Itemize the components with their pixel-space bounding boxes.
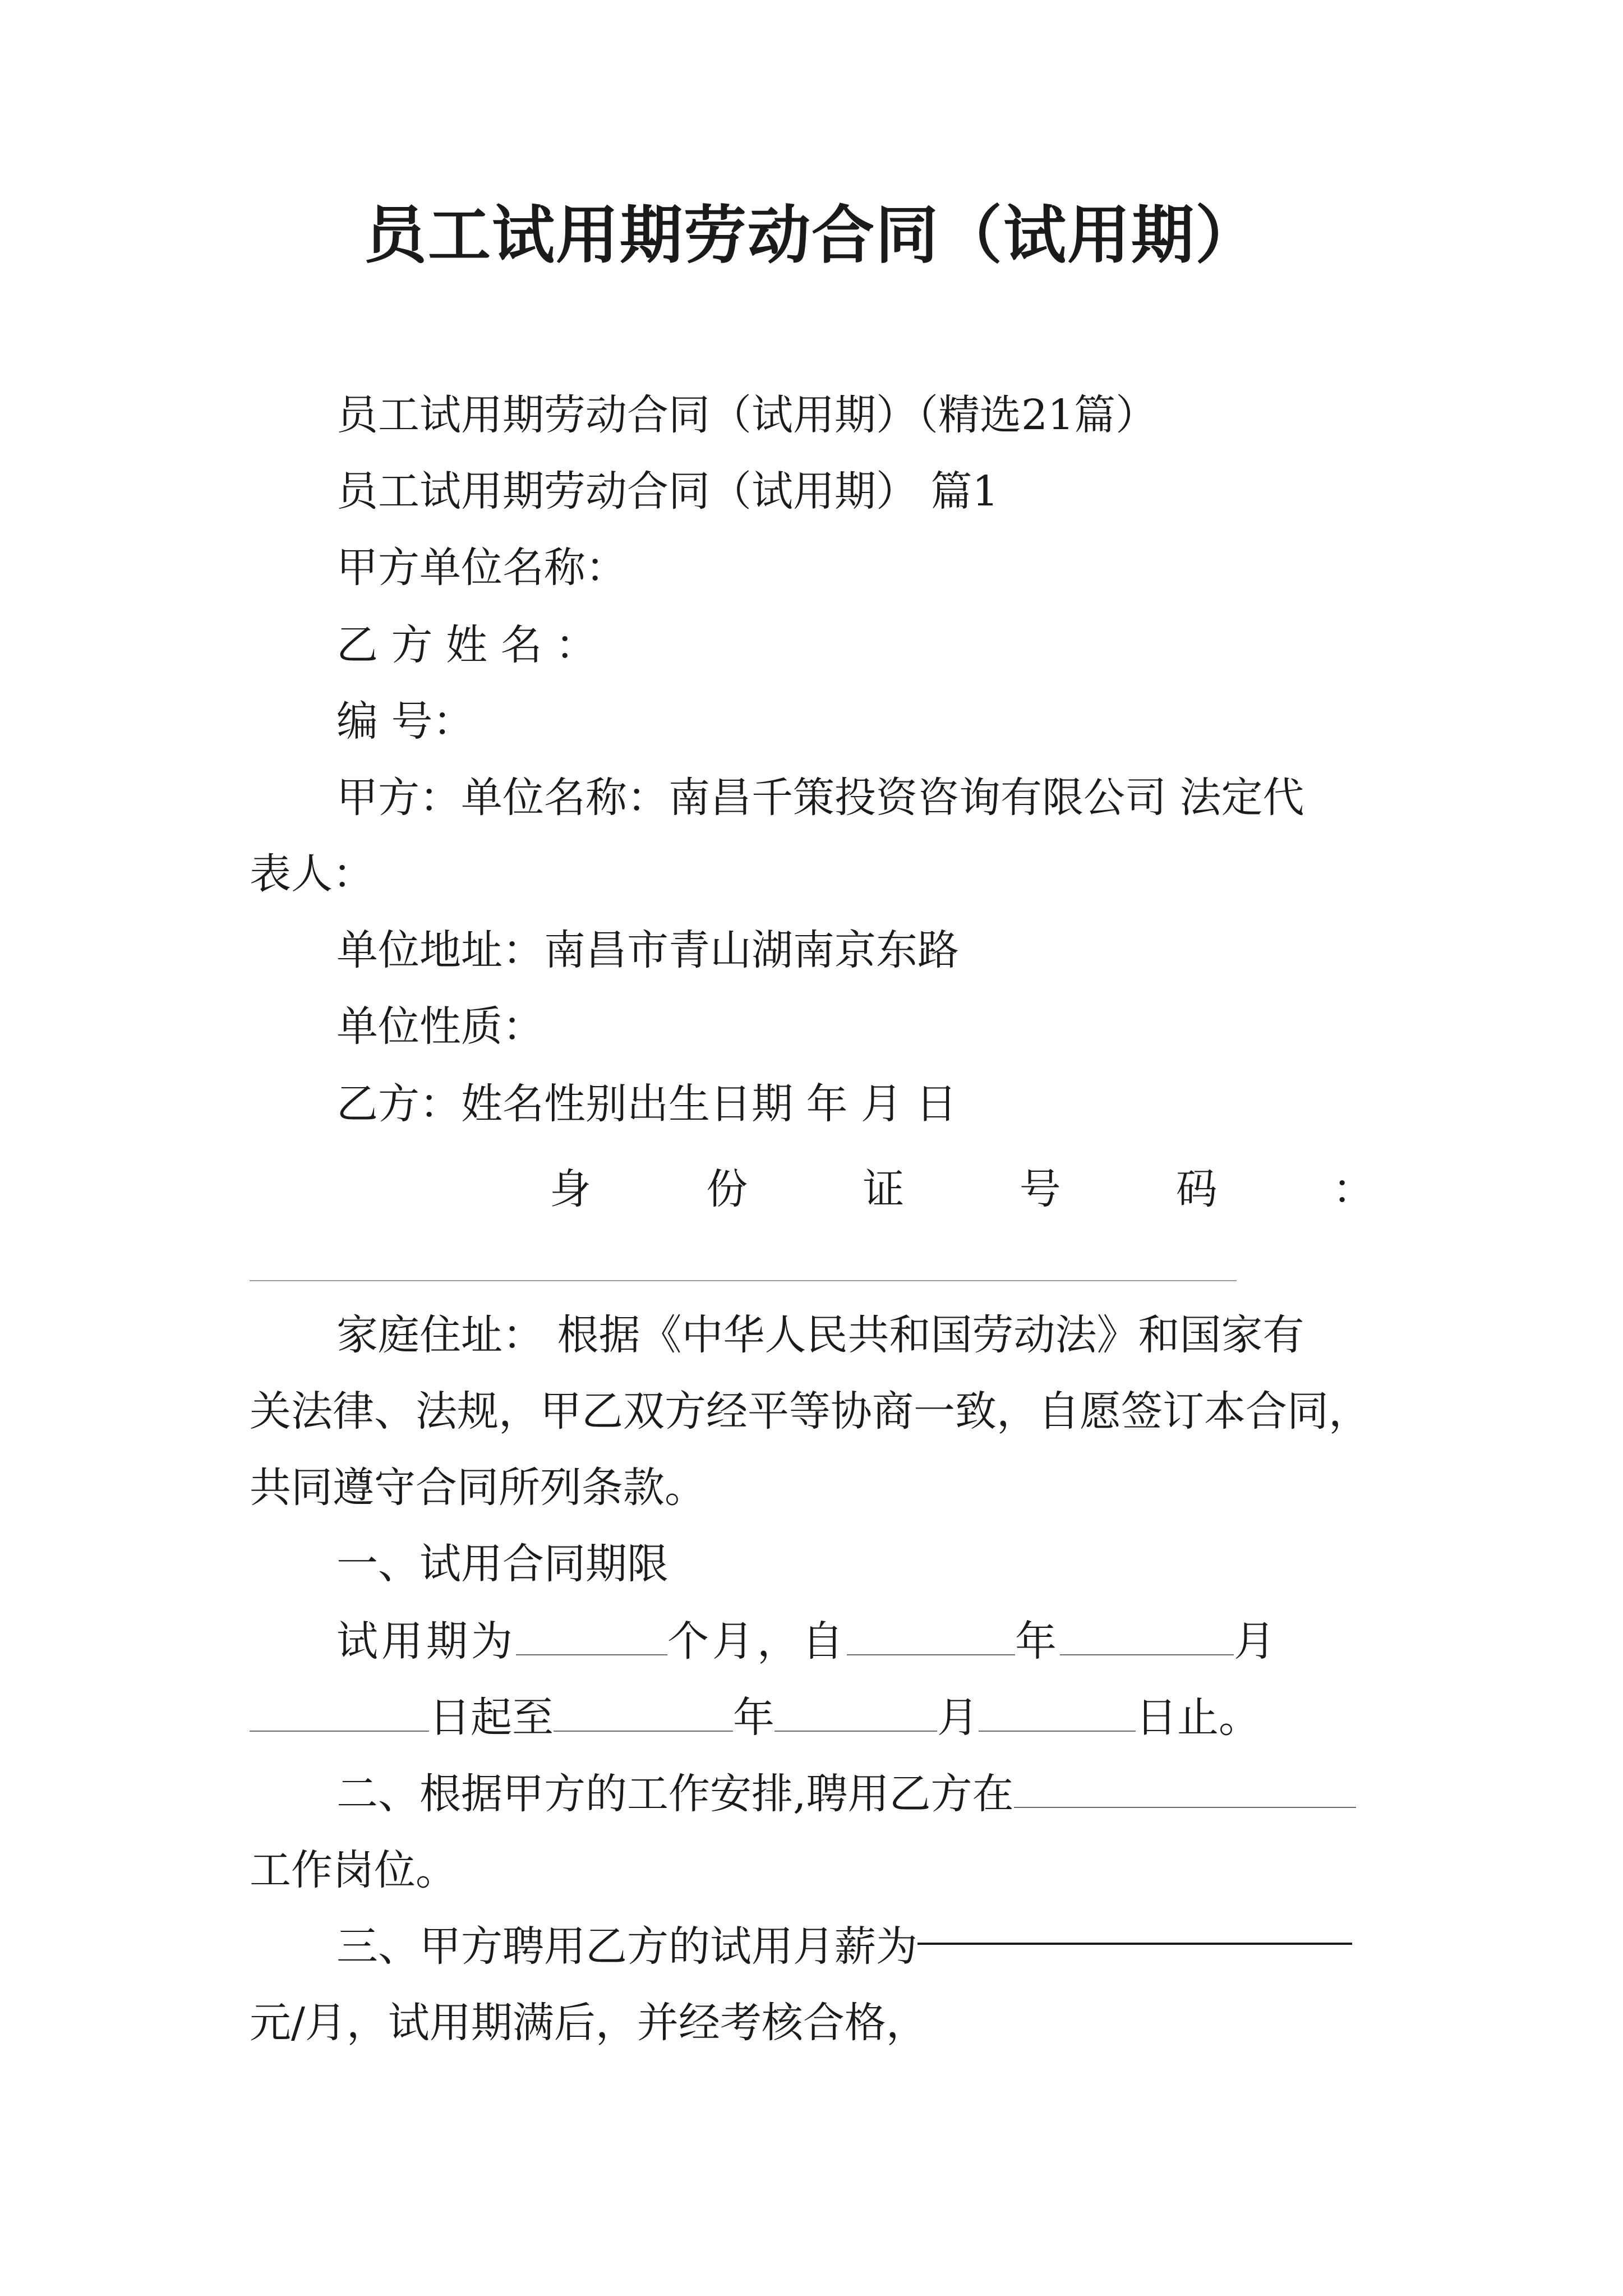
clause1-text: 月 xyxy=(1234,1617,1279,1665)
clause3-text: 三、甲方聘用乙方的试用月薪为 xyxy=(336,1922,917,1971)
clause1-text: 个月，自 xyxy=(667,1617,847,1665)
unit-address: 单位地址：南昌市青山湖南京东路 xyxy=(336,926,959,974)
id-char: 身 xyxy=(550,1165,591,1213)
clause1-text: 月 xyxy=(937,1694,979,1742)
id-number-label xyxy=(550,1161,1374,1217)
blank-field xyxy=(847,1615,1015,1655)
document-subtitle: 员工试用期劳动合同（试用期）（精选21篇） xyxy=(336,391,1158,439)
clause1-text: 试用期为 xyxy=(336,1617,516,1665)
clause1-text: 年 xyxy=(1015,1617,1060,1665)
clause2-text: 二、根据甲方的工作安排,聘用乙方在 xyxy=(336,1770,1014,1818)
clause1-text: 日止。 xyxy=(1136,1694,1260,1742)
clause1-text: 日起至 xyxy=(429,1694,554,1742)
clause1-line1 xyxy=(336,1613,1279,1669)
party-a-unit-name-label: 甲方单位名称： xyxy=(336,544,627,592)
blank-field xyxy=(979,1691,1136,1732)
id-char: 码 xyxy=(1175,1165,1218,1213)
blank-field xyxy=(516,1615,667,1655)
number-label: 编 号： xyxy=(336,697,474,746)
clause2-line1 xyxy=(336,1766,1356,1822)
party-a-paragraph-line1: 甲方：单位名称：南昌千策投资咨询有限公司 法定代 xyxy=(336,774,1304,822)
blank-field xyxy=(774,1691,937,1732)
id-char: ： xyxy=(1332,1165,1374,1213)
clause2-line2: 工作岗位。 xyxy=(250,1846,457,1894)
party-a-paragraph-line2: 表人： xyxy=(250,850,374,898)
blank-field xyxy=(250,1691,429,1732)
clause1-heading: 一、试用合同期限 xyxy=(336,1540,668,1588)
blank-field xyxy=(554,1691,733,1732)
section-heading: 员工试用期劳动合同（试用期） 篇1 xyxy=(336,467,999,516)
unit-nature-label: 单位性质： xyxy=(336,1002,544,1051)
home-address-line1: 家庭住址： 根据《中华人民共和国劳动法》和国家有 xyxy=(336,1311,1304,1359)
clause1-line2 xyxy=(250,1690,1260,1746)
id-char: 证 xyxy=(863,1165,905,1213)
party-b-info: 乙方：姓名性别出生日期 年 月 日 xyxy=(336,1080,957,1128)
party-b-name-label: 乙 方 姓 名 ： xyxy=(336,621,597,669)
clause3-line2: 元/月，试用期满后，并经考核合格， xyxy=(250,1999,928,2047)
home-address-line3: 共同遵守合同所列条款。 xyxy=(250,1464,706,1512)
salary-dash-line xyxy=(917,1943,1352,1945)
blank-field xyxy=(1060,1615,1234,1655)
document-title: 员工试用期劳动合同（试用期） xyxy=(364,199,1259,272)
home-address-line2: 关法律、法规，甲乙双方经平等协商一致，自愿签订本合同， xyxy=(250,1387,1370,1435)
clause3-line1 xyxy=(336,1918,1352,1975)
id-char: 号 xyxy=(1019,1165,1061,1213)
id-char: 份 xyxy=(706,1165,748,1213)
id-number-blank-line xyxy=(250,1280,1237,1281)
blank-field xyxy=(1014,1768,1356,1808)
clause1-text: 年 xyxy=(733,1694,774,1742)
